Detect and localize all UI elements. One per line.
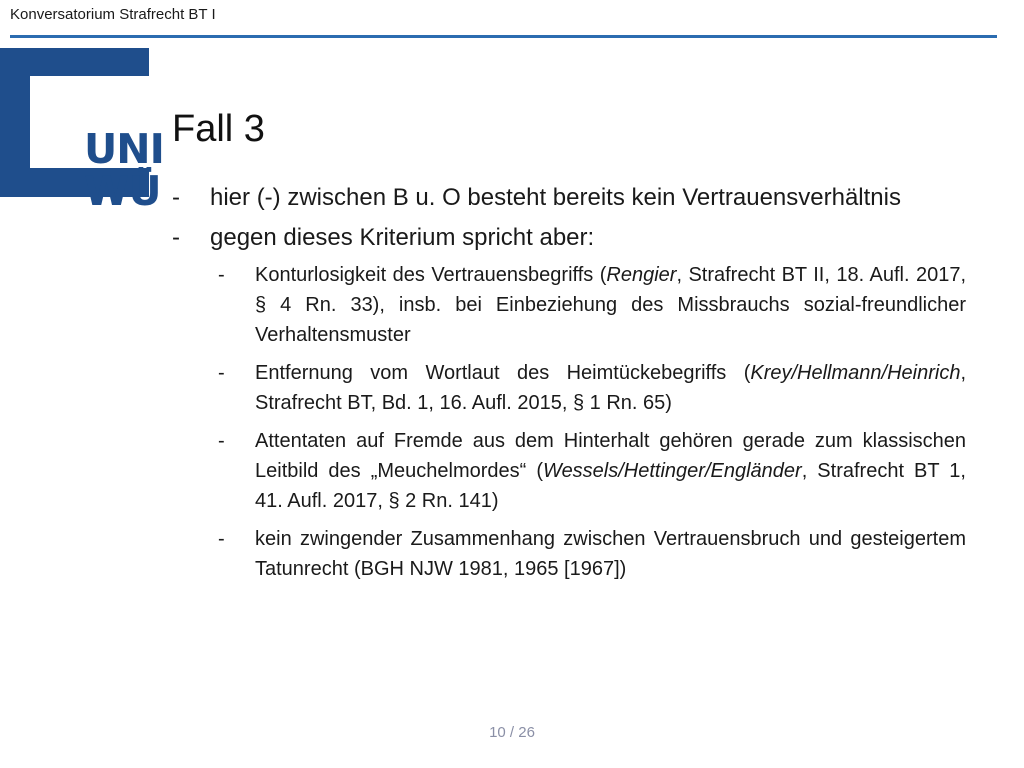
university-logo xyxy=(0,48,164,215)
sub-bullet-text: Entfernung vom Wortlaut des Heimtückebegriffs ( xyxy=(255,362,751,384)
bullet-dash: - xyxy=(218,264,225,286)
citation-author: Rengier xyxy=(606,264,677,286)
page-indicator: 10 / 26 xyxy=(489,724,535,741)
header-divider xyxy=(10,35,997,38)
bullet-item xyxy=(172,220,966,256)
bullet-dash: - xyxy=(218,430,225,452)
sub-bullet-text: Konturlosigkeit des Vertrauensbegriffs ( xyxy=(255,264,607,286)
sub-bullet-text: , Strafrecht BT II, 18. Aufl. 2017, § 4 Rn. 33), insb. bei Einbeziehung des Missbrauchs sozial-freundlicher Verhaltensmuster xyxy=(255,264,966,346)
course-title: Konversatorium Strafrecht BT I xyxy=(10,6,216,23)
sub-bullet-item xyxy=(218,260,966,350)
logo-line-2: WÜ xyxy=(84,167,161,215)
sub-bullet-item xyxy=(218,358,966,418)
sub-bullet-text: kein zwingender Zusammenhang zwischen Vertrauensbruch und gesteigertem Tatunrecht (BGH NJW 1981, 1965 [1967]) xyxy=(255,528,966,580)
sub-bullet-text: , Strafrecht BT 1, 41. Aufl. 2017, § 2 Rn. 141) xyxy=(255,460,966,512)
citation-author: Wessels/Hettinger/Engländer xyxy=(543,460,802,482)
logo-line-1: UNI xyxy=(84,125,164,173)
bullet-text: gegen dieses Kriterium spricht aber: xyxy=(210,224,595,251)
sub-bullet-text: Attentaten auf Fremde aus dem Hinterhalt gehören gerade zum klassischen Leitbild des „Meuchelmordes“ ( xyxy=(255,430,966,482)
bullet-dash: - xyxy=(172,224,180,251)
sub-bullet-text: , Strafrecht BT, Bd. 1, 16. Aufl. 2015, § 1 Rn. 65) xyxy=(255,362,966,414)
bullet-dash: - xyxy=(172,184,180,211)
bullet-dash: - xyxy=(218,528,225,550)
citation-author: Krey/Hellmann/Heinrich xyxy=(750,362,961,384)
logo-wordmark xyxy=(84,125,164,215)
slide-title: Fall 3 xyxy=(172,108,265,150)
slide-content xyxy=(172,180,966,592)
sub-bullet-item xyxy=(218,426,966,516)
bullet-text: hier (-) zwischen B u. O besteht bereits kein Vertrauensverhältnis xyxy=(210,184,901,211)
bullet-dash: - xyxy=(218,362,225,384)
sub-bullet-item xyxy=(218,524,966,584)
bullet-item xyxy=(172,180,966,216)
